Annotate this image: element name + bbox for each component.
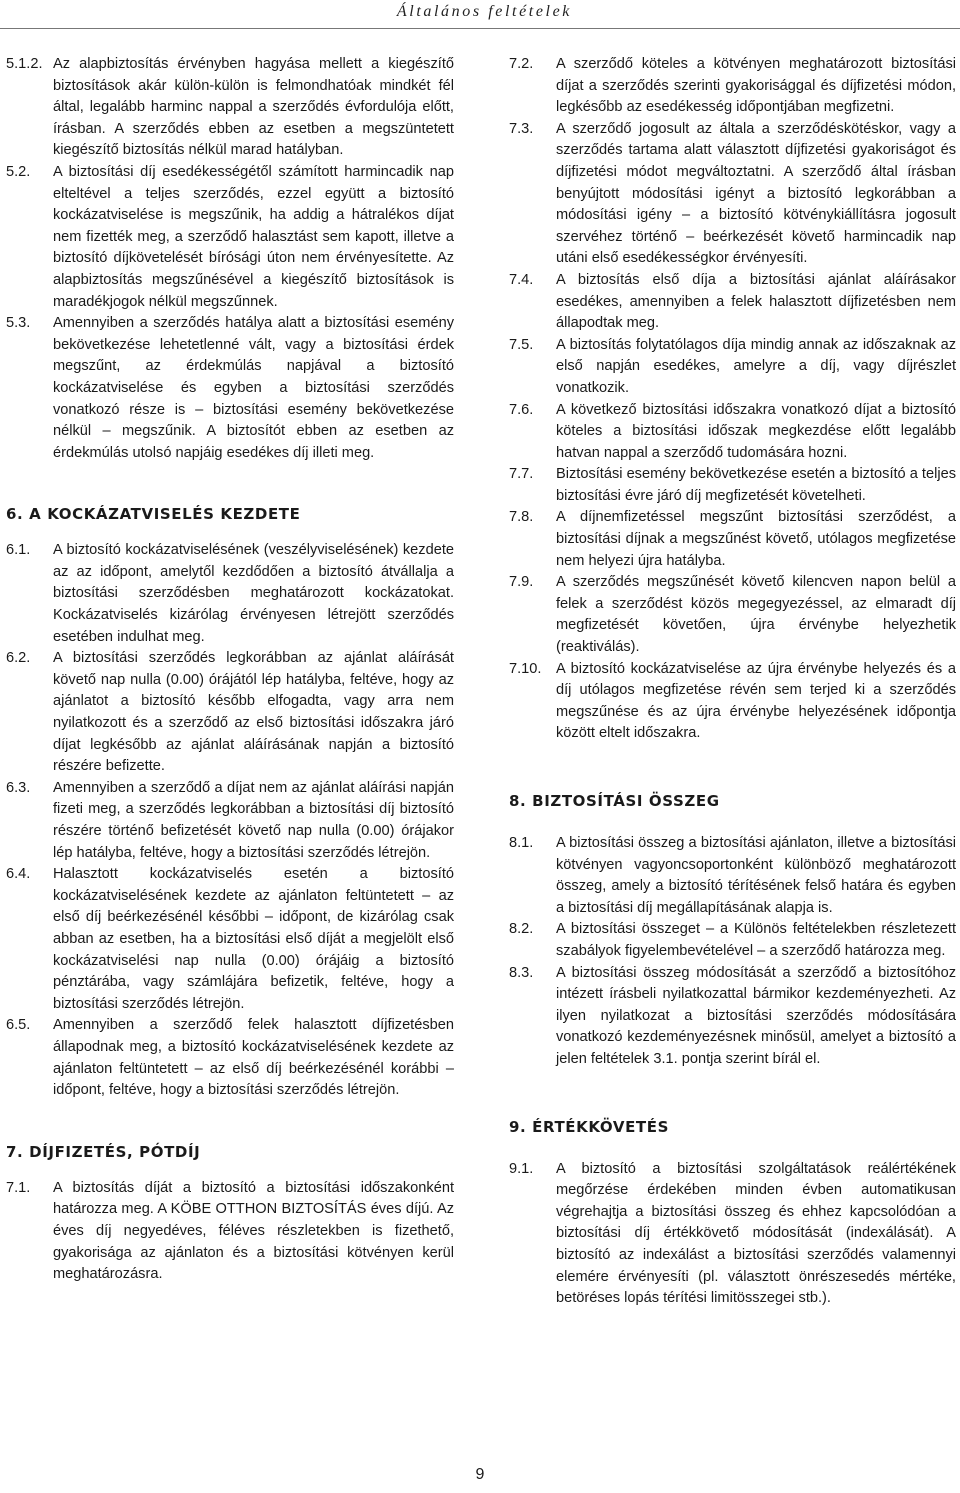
- clause-number: 7.8.: [509, 509, 534, 526]
- clause-7-10: [509, 659, 956, 745]
- clause-number: 7.1.: [6, 1179, 31, 1196]
- clause-number: 6.2.: [6, 650, 31, 667]
- clause-8-1: [509, 833, 956, 919]
- clause-number: 7.9.: [509, 574, 534, 591]
- clause-text: Amennyiben a szerződés hatálya alatt a biztosítási esemény bekövetkezése lehetetlenné vált, vagy a biztosítási érdek megszűnt, az érdekmúlás napjával a biztosító kockázatviselése és egyben a biztosítási szerződés vonatkozó része is – biztosítási esemény bekövetkezése nélkül – megszűnik. A biztosítót ebben az esetben az érdekmúlás utolsó napjáig esedékes díj illeti meg.: [53, 315, 454, 461]
- clause-7-5: [509, 335, 956, 400]
- clause-8-2: [509, 919, 956, 962]
- clause-text: A biztosítás folytatólagos díja mindig annak az időszaknak az első napján esedékes, amelyre a díj, vagy díjrészlet vonatkozik.: [556, 336, 956, 396]
- clause-text: A biztosítási díj esedékességétől számított harmincadik nap elteltével a teljes szerződés, ezzel együtt a biztosító kockázatviselése is megszűnik, ha addig a hátralékos díjat nem fizették meg, a szerződő halasztást sem kapott, illetve a biztosító díjkövetelését bírósági úton nem érvényesítette. Az alapbiztosítás megszűnésével a kiegészítő biztosítások is maradékjogok nélkül megszűnnek.: [53, 163, 454, 310]
- clause-5-3: [6, 313, 454, 464]
- running-header: Általános feltételek: [396, 3, 572, 20]
- section-heading-7: 7. DÍJFIZETÉS, PÓTDÍJ: [6, 1142, 201, 1161]
- section-heading-8: 8. BIZTOSÍTÁSI ÖSSZEG: [509, 792, 720, 810]
- clause-6-4: [6, 864, 454, 1015]
- header-rule: [0, 28, 960, 29]
- section-heading-6: 6. A KOCKÁZATVISELÉS KEZDETE: [6, 505, 301, 524]
- clause-5-2: [6, 162, 454, 313]
- clause-number: 8.3.: [509, 964, 534, 981]
- clause-number: 7.6.: [509, 401, 534, 418]
- clause-7-4: [509, 270, 956, 335]
- clause-number: 7.3.: [509, 120, 534, 137]
- clause-number: 6.5.: [6, 1017, 31, 1034]
- clause-text: A szerződő jogosult az általa a szerződéskötéskor, vagy a szerződés tartama alatt választott díjfizetési gyakoriságot és díjfizetési módot megváltoztatni. A szerződő által írásban benyújtott módosítási igényt a biztosító legkorábban a módosítási igény – a biztosító kötvénykiállításra jogosult szervéhez történő – beérkezését követő harmincadik nap utáni első esedékességkor érvényesíti.: [556, 120, 956, 267]
- clause-8-3: [509, 963, 956, 1071]
- clause-number: 6.4.: [6, 866, 31, 883]
- clause-text: A biztosítási összeget – a Különös feltételekben részletezett szabályok figyelembevételével – a szerződő határozza meg.: [556, 921, 956, 959]
- clause-9-1: [509, 1159, 956, 1310]
- right-column: [509, 54, 956, 1310]
- clause-number: 7.2.: [509, 56, 534, 72]
- clause-7-9: [509, 572, 956, 658]
- clause-7-8: [509, 507, 956, 572]
- clause-text: Halasztott kockázatviselés esetén a biztosító kockázatviselésének kezdete az ajánlaton feltüntetett – az első díj beérkezésénél későbbi – időpont, de kizárólag csak abban az esetben, ha a biztosítási első díját a megjelölt első kockázatviselési nap nulla (0.00) órájáig a biztosító pénztárába, vagy számlájára befizetik, feltéve, hogy a biztosítási szerződés létrejön.: [53, 866, 454, 1012]
- clause-text: A szerződés megszűnését követő kilencven napon belül a felek a szerződést közös megegyezéssel, az elmaradt díj megfizetését követően, újra érvénybe helyezhetik (reaktiválás).: [556, 574, 956, 656]
- clause-5-1-2: [6, 54, 454, 162]
- clause-text: Amennyiben a szerződő felek halasztott díjfizetésben állapodnak meg, a biztosító kockázatviselésének kezdete az ajánlaton feltüntetett – az első díj beérkezésénél korábbi – időpont, feltéve, hogy a biztosítási szerződés létrejön.: [53, 1017, 454, 1099]
- clause-text: A biztosító kockázatviselésének (veszélyviselésének) kezdete az az időpont, amelytől kezdődően a biztosító átvállalja a biztosítási szerződésben meghatározott kockázatokat. Kockázatviselés kizárólag érvényesen létrejött szerződés esetében indulhat meg.: [53, 542, 454, 645]
- clause-text: A biztosítás első díja a biztosítási ajánlat aláírásakor esedékes, amennyiben a felek halasztott díjfizetésben nem állapodtak meg.: [556, 271, 956, 332]
- clause-text: A következő biztosítási időszakra vonatkozó díjat a biztosító köteles a biztosítási időszak megkezdése előtt legalább hatvan nappal a szerződő tudomására hozni.: [556, 401, 956, 461]
- clause-text: A szerződő köteles a kötvényen meghatározott biztosítási díjat a szerződés szerinti gyakorisággal és díjfizetési módon, legkésőbb az esedékesség időpontjában megfizetni.: [556, 56, 956, 116]
- clause-number: 7.5.: [509, 336, 534, 353]
- clause-7-1: [6, 1178, 454, 1286]
- clause-6-2: [6, 648, 454, 778]
- page-number: 9: [475, 1466, 485, 1483]
- clause-number: 8.1.: [509, 835, 534, 851]
- clause-number: 5.1.2.: [6, 56, 43, 72]
- clause-number: 6.3.: [6, 779, 31, 796]
- left-column: [6, 54, 454, 1286]
- clause-text: A biztosítási szerződés legkorábban az ajánlat aláírását követő nap nulla (0.00) órájától lép hatályba, feltéve, hogy az ajánlatot a biztosító később elfogadta, vagy arra nem nyilatkozott és a szerződő az első biztosítási időszakra járó díjat legkésőbb az ajánlat aláírásának napján a biztosító részére befizette.: [53, 650, 454, 775]
- clause-text: A biztosító kockázatviselése az újra érvénybe helyezés és a díj utólagos megfizetése révén sem terjed ki a szerződés megszűnése és az újra érvénybe helyezésének időpontja között eltelt időszakra.: [556, 660, 956, 742]
- clause-7-2: [509, 54, 956, 119]
- clause-7-6: [509, 400, 956, 465]
- clause-text: A biztosítás díját a biztosító a biztosítási időszakonként határozza meg. A KÖBE OTTHON BIZTOSÍTÁS éves díjú. Az éves díj negyedéves, féléves részletekben is fizethető, gyakorisága az ajánlaton és a biztosítási kötvényen kerül meghatározásra.: [53, 1179, 454, 1283]
- clause-number: 7.4.: [509, 271, 534, 288]
- clause-number: 5.3.: [6, 315, 31, 332]
- clause-number: 9.1.: [509, 1160, 534, 1177]
- clause-text: A díjnemfizetéssel megszűnt biztosítási szerződést, a biztosítási díjnak a megszűnést követő, utólagos megfizetése nem helyezi újra hatályba.: [556, 509, 956, 569]
- clause-text: A biztosító a biztosítási szolgáltatások reálértékének megőrzése érdekében minden évben automatikusan végrehajtja a biztosítási összeg és ehhez kapcsolódóan a biztosítási díj értékkövető módosítását (indexálását). A biztosító az indexálást a biztosítási szerződés valamennyi elemére érvényesíti (pl. választott önrészesedés mértéke, betöréses lopás térítési limitösszegei stb.).: [556, 1160, 956, 1307]
- clause-6-3: [6, 778, 454, 864]
- clause-7-3: [509, 119, 956, 270]
- clause-text: A biztosítási összeg a biztosítási ajánlaton, illetve a biztosítási kötvényen vagyoncsoportonként különböző meghatározott összeg, amely a biztosító térítésének felső határa és egyben a biztosítási díj megállapításának alapja is.: [556, 835, 956, 916]
- clause-text: Amennyiben a szerződő a díjat nem az ajánlat aláírási napján fizeti meg, a szerződés legkorábban a biztosítási díj biztosító részére történő befizetését követő nap nulla (0.00) órájakor lép hatályba, feltéve, hogy a biztosítási szerződés létrejön.: [53, 779, 454, 861]
- section-heading-9: 9. ÉRTÉKKÖVETÉS: [509, 1117, 670, 1136]
- clause-6-1: [6, 540, 454, 648]
- clause-6-5: [6, 1015, 454, 1101]
- clause-text: A biztosítási összeg módosítását a szerződő a biztosítóhoz intézett írásbeli nyilatkozattal bármikor kezdeményezheti. Az ilyen nyilatkozat a biztosítási szerződés módosítására vonatkozó kezdeményezésnek minősül, amelyet a biztosító a jelen feltételek 3.1. pontja szerint bírál el.: [556, 964, 956, 1067]
- clause-number: 6.1.: [6, 542, 31, 559]
- clause-text: Az alapbiztosítás érvényben hagyása mellett a kiegészítő biztosítások akár külön-külön is felmondhatóak mindkét fél által, legalább harminc nappal a szerződés évfordulója előtt, írásban. A szerződés ebben az esetben a megszüntetett kiegészítő biztosítás nélkül marad hatályban.: [53, 56, 454, 159]
- clause-text: Biztosítási esemény bekövetkezése esetén a biztosító a teljes biztosítási évre járó díj megfizetését követelheti.: [556, 466, 956, 504]
- clause-number: 7.10.: [509, 660, 542, 677]
- clause-7-7: [509, 464, 956, 507]
- clause-number: 7.7.: [509, 466, 534, 483]
- clause-number: 8.2.: [509, 921, 534, 938]
- clause-number: 5.2.: [6, 163, 31, 180]
